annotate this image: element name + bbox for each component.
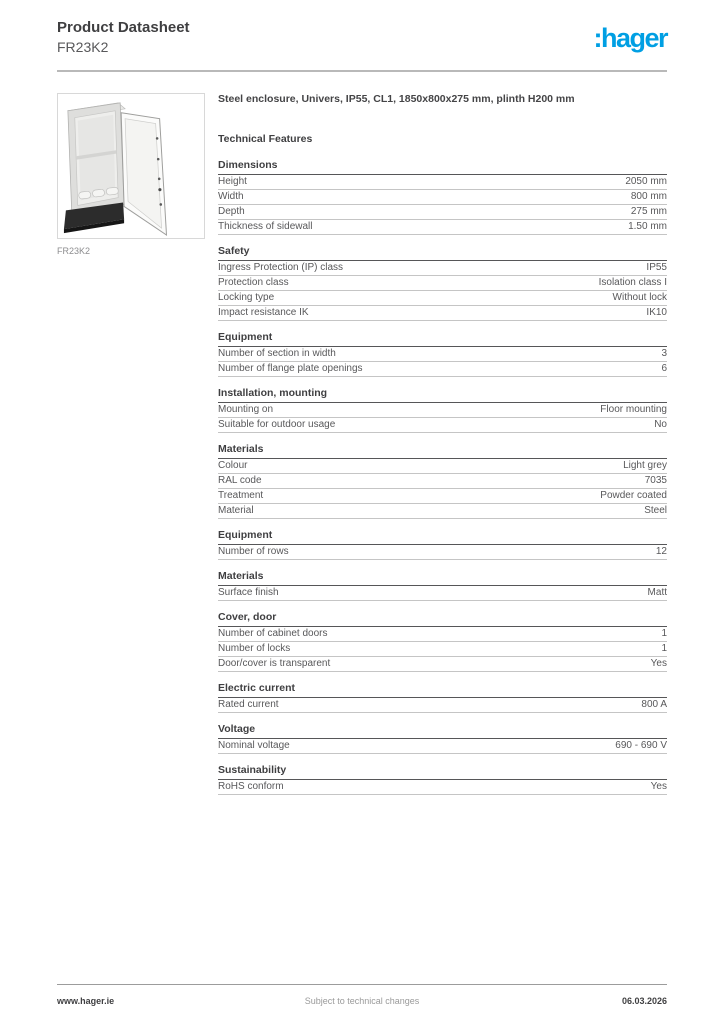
spec-value: 1.50 mm bbox=[628, 220, 667, 232]
spec-label: Width bbox=[218, 190, 244, 202]
spec-row bbox=[218, 362, 667, 377]
section-title: Sustainability bbox=[218, 764, 667, 780]
section-title: Safety bbox=[218, 245, 667, 261]
section-title: Materials bbox=[218, 443, 667, 459]
section-rows bbox=[218, 261, 667, 321]
section-rows bbox=[218, 627, 667, 672]
spec-row bbox=[218, 306, 667, 321]
enclosure-illustration bbox=[58, 94, 204, 238]
spec-label: Nominal voltage bbox=[218, 739, 290, 751]
spec-value: 12 bbox=[655, 545, 667, 557]
technical-features-heading: Technical Features bbox=[218, 132, 313, 145]
spec-row bbox=[218, 418, 667, 433]
section-rows bbox=[218, 739, 667, 754]
spec-section bbox=[218, 764, 667, 795]
spec-section bbox=[218, 331, 667, 377]
spec-value: Matt bbox=[647, 586, 667, 598]
spec-row bbox=[218, 190, 667, 205]
spec-section bbox=[218, 387, 667, 433]
spec-label: Surface finish bbox=[218, 586, 279, 598]
spec-label: Height bbox=[218, 175, 247, 187]
spec-row bbox=[218, 474, 667, 489]
spec-label: Protection class bbox=[218, 276, 289, 288]
spec-section bbox=[218, 159, 667, 235]
spec-label: Number of rows bbox=[218, 545, 289, 557]
section-title: Electric current bbox=[218, 682, 667, 698]
spec-label: Suitable for outdoor usage bbox=[218, 418, 336, 430]
spec-label: Colour bbox=[218, 459, 248, 471]
spec-value: 1 bbox=[661, 642, 667, 654]
spec-value: 800 mm bbox=[630, 190, 667, 202]
technical-sections bbox=[218, 159, 667, 795]
spec-row bbox=[218, 459, 667, 474]
spec-label: Treatment bbox=[218, 489, 264, 501]
spec-label: Ingress Protection (IP) class bbox=[218, 261, 344, 273]
page-title: Product Datasheet bbox=[57, 19, 190, 36]
spec-label: Number of flange plate openings bbox=[218, 362, 363, 374]
spec-label: Impact resistance IK bbox=[218, 306, 309, 318]
section-rows bbox=[218, 780, 667, 795]
spec-row bbox=[218, 586, 667, 601]
footer-row bbox=[57, 996, 667, 1006]
section-title: Equipment bbox=[218, 331, 667, 347]
section-rows bbox=[218, 698, 667, 713]
spec-label: RAL code bbox=[218, 474, 262, 486]
spec-section bbox=[218, 529, 667, 560]
product-description: Steel enclosure, Univers, IP55, CL1, 1850x800x275 mm, plinth H200 mm bbox=[218, 92, 575, 105]
page-footer bbox=[57, 984, 667, 1006]
spec-row bbox=[218, 657, 667, 672]
section-title: Voltage bbox=[218, 723, 667, 739]
spec-label: Mounting on bbox=[218, 403, 274, 415]
spec-label: Thickness of sidewall bbox=[218, 220, 313, 232]
spec-row bbox=[218, 780, 667, 795]
image-caption: FR23K2 bbox=[57, 245, 91, 256]
spec-row bbox=[218, 504, 667, 519]
spec-row bbox=[218, 276, 667, 291]
header-titles bbox=[57, 19, 190, 56]
spec-value: 800 A bbox=[641, 698, 667, 710]
spec-row bbox=[218, 175, 667, 190]
section-rows bbox=[218, 403, 667, 433]
spec-value: Powder coated bbox=[600, 489, 667, 501]
spec-value: No bbox=[654, 418, 667, 430]
spec-row bbox=[218, 545, 667, 560]
section-rows bbox=[218, 586, 667, 601]
spec-row bbox=[218, 261, 667, 276]
section-rows bbox=[218, 175, 667, 235]
footer-divider bbox=[57, 984, 667, 985]
spec-section bbox=[218, 245, 667, 321]
spec-row bbox=[218, 291, 667, 306]
section-rows bbox=[218, 459, 667, 519]
spec-value: Without lock bbox=[612, 291, 667, 303]
spec-value: Yes bbox=[650, 657, 667, 669]
section-title: Materials bbox=[218, 570, 667, 586]
specs-column bbox=[218, 93, 667, 805]
spec-row bbox=[218, 403, 667, 418]
spec-value: Isolation class I bbox=[598, 276, 667, 288]
section-title: Installation, mounting bbox=[218, 387, 667, 403]
spec-value: IP55 bbox=[646, 261, 667, 273]
section-rows bbox=[218, 545, 667, 560]
section-title: Cover, door bbox=[218, 611, 667, 627]
spec-row bbox=[218, 220, 667, 235]
spec-row bbox=[218, 627, 667, 642]
spec-row bbox=[218, 739, 667, 754]
spec-value: Light grey bbox=[623, 459, 667, 471]
footer-date: 06.03.2026 bbox=[621, 996, 667, 1006]
spec-value: Yes bbox=[650, 780, 667, 792]
hager-logo: :hager bbox=[593, 23, 667, 53]
product-reference: FR23K2 bbox=[57, 38, 109, 55]
spec-value: 6 bbox=[661, 362, 667, 374]
spec-section bbox=[218, 611, 667, 672]
spec-row bbox=[218, 205, 667, 220]
spec-value: 1 bbox=[661, 627, 667, 639]
product-image-column bbox=[57, 93, 205, 805]
footer-note: Subject to technical changes bbox=[304, 996, 420, 1006]
main-content bbox=[57, 93, 667, 805]
spec-section bbox=[218, 443, 667, 519]
spec-label: Rated current bbox=[218, 698, 279, 710]
spec-value: 3 bbox=[661, 347, 667, 359]
spec-label: RoHS conform bbox=[218, 780, 284, 792]
section-title: Equipment bbox=[218, 529, 667, 545]
spec-label: Number of section in width bbox=[218, 347, 336, 359]
spec-label: Door/cover is transparent bbox=[218, 657, 331, 669]
spec-row bbox=[218, 347, 667, 362]
spec-value: Steel bbox=[644, 504, 667, 516]
spec-section bbox=[218, 570, 667, 601]
spec-section bbox=[218, 723, 667, 754]
product-image bbox=[57, 93, 205, 239]
spec-label: Material bbox=[218, 504, 254, 516]
spec-value: IK10 bbox=[646, 306, 667, 318]
spec-row bbox=[218, 489, 667, 504]
spec-row bbox=[218, 698, 667, 713]
spec-section bbox=[218, 682, 667, 713]
spec-value: 7035 bbox=[644, 474, 667, 486]
spec-value: 275 mm bbox=[630, 205, 667, 217]
spec-value: 690 - 690 V bbox=[615, 739, 667, 751]
footer-website-link[interactable]: www.hager.ie bbox=[57, 996, 115, 1006]
spec-value: Floor mounting bbox=[600, 403, 667, 415]
spec-value: 2050 mm bbox=[625, 175, 667, 187]
header-divider bbox=[57, 70, 667, 72]
spec-label: Number of cabinet doors bbox=[218, 627, 328, 639]
section-title: Dimensions bbox=[218, 159, 667, 175]
page-header bbox=[57, 19, 667, 56]
spec-label: Depth bbox=[218, 205, 245, 217]
spec-label: Number of locks bbox=[218, 642, 291, 654]
spec-row bbox=[218, 642, 667, 657]
section-rows bbox=[218, 347, 667, 377]
spec-label: Locking type bbox=[218, 291, 275, 303]
